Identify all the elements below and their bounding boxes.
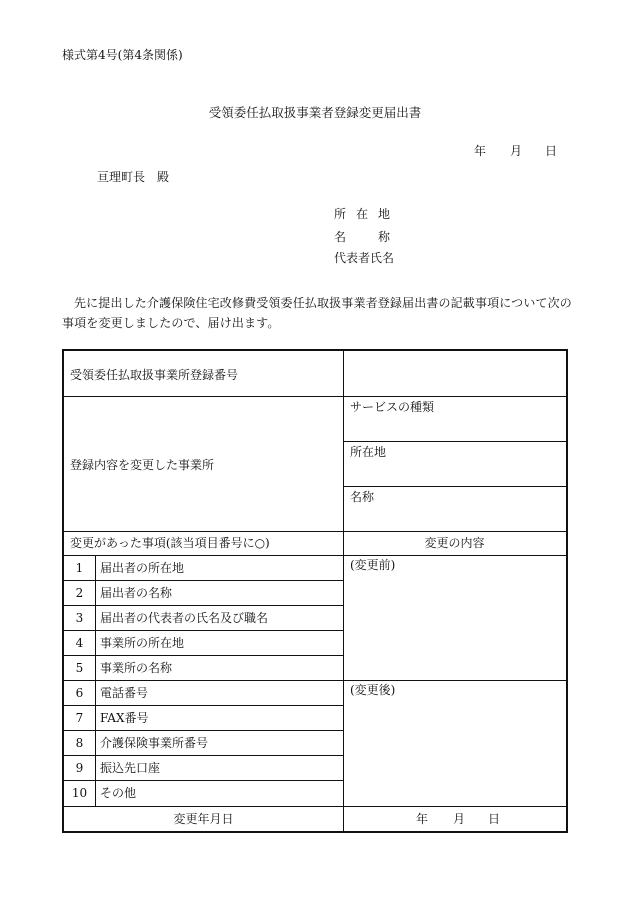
signature-name-label	[334, 229, 390, 245]
row-divider	[343, 441, 566, 442]
row-divider	[64, 680, 566, 681]
sig-char: 地	[378, 207, 391, 221]
item-number: 4	[75, 636, 84, 650]
form-table	[62, 349, 568, 833]
sig-char: 所	[334, 207, 347, 221]
row-divider	[64, 630, 343, 631]
after-change-label: (変更後)	[350, 683, 396, 697]
row-divider	[64, 555, 566, 556]
item-label: 届出者の所在地	[100, 561, 185, 575]
row-divider	[64, 655, 343, 656]
item-label: 介護保険事業所番号	[100, 736, 209, 750]
signature-representative-label: 代表者氏名	[334, 251, 395, 265]
item-number: 7	[75, 711, 84, 725]
row-divider	[64, 730, 343, 731]
item-label: 事業所の所在地	[100, 636, 185, 650]
change-date-label: 変更年月日	[173, 812, 234, 826]
row-divider	[64, 806, 566, 807]
date-year-label: 年	[474, 144, 487, 158]
row-divider	[64, 531, 566, 532]
item-number: 5	[75, 661, 84, 675]
item-label: 振込先口座	[100, 761, 161, 775]
item-number: 10	[71, 786, 88, 800]
sig-char: 在	[356, 207, 369, 221]
body-text: 先に提出した介護保険住宅改修費受領委任払取扱事業者登録届出書の記載事項について次の事項を変更しましたので、届け出ます。	[62, 296, 572, 330]
item-number: 9	[75, 761, 84, 775]
item-label: 届出者の代表者の氏名及び職名	[100, 611, 269, 625]
before-change-label: (変更前)	[350, 558, 396, 572]
column-divider	[343, 351, 344, 831]
location-label: 所在地	[350, 445, 387, 459]
change-content-header: 変更の内容	[424, 536, 485, 550]
item-label: 届出者の名称	[100, 586, 173, 600]
change-date-month: 月	[453, 812, 466, 826]
form-id: 様式第4号(第4条関係)	[62, 48, 183, 62]
sig-char: 称	[378, 230, 391, 244]
item-number: 1	[75, 561, 84, 575]
change-date-year: 年	[416, 812, 429, 826]
item-number: 2	[75, 586, 84, 600]
changed-items-header: 変更があった事項(該当項目番号に○)	[70, 536, 270, 550]
item-label: その他	[100, 786, 137, 800]
item-label: FAX番号	[100, 711, 149, 725]
date-month-label: 月	[510, 144, 523, 158]
service-type-label: サービスの種類	[350, 400, 435, 414]
signature-address-label	[334, 206, 390, 222]
row-divider	[64, 780, 343, 781]
change-date-day: 日	[488, 812, 501, 826]
row-divider	[64, 396, 566, 397]
item-label: 事業所の名称	[100, 661, 173, 675]
item-number: 6	[75, 686, 84, 700]
item-number: 8	[75, 736, 84, 750]
name-label: 名称	[350, 490, 375, 504]
addressee: 亘理町長 殿	[97, 170, 170, 184]
row-divider	[64, 755, 343, 756]
date-day-label: 日	[545, 144, 558, 158]
row-divider	[64, 705, 343, 706]
row-divider	[64, 580, 343, 581]
changed-office-label: 登録内容を変更した事業所	[70, 458, 215, 472]
sig-char: 名	[334, 230, 347, 244]
row-divider	[64, 605, 343, 606]
item-number: 3	[75, 611, 84, 625]
document-title: 受領委任払取扱事業者登録変更届出書	[208, 105, 422, 120]
item-label: 電話番号	[100, 686, 149, 700]
registration-number-label: 受領委任払取扱事業所登録番号	[70, 368, 239, 382]
row-divider	[343, 486, 566, 487]
